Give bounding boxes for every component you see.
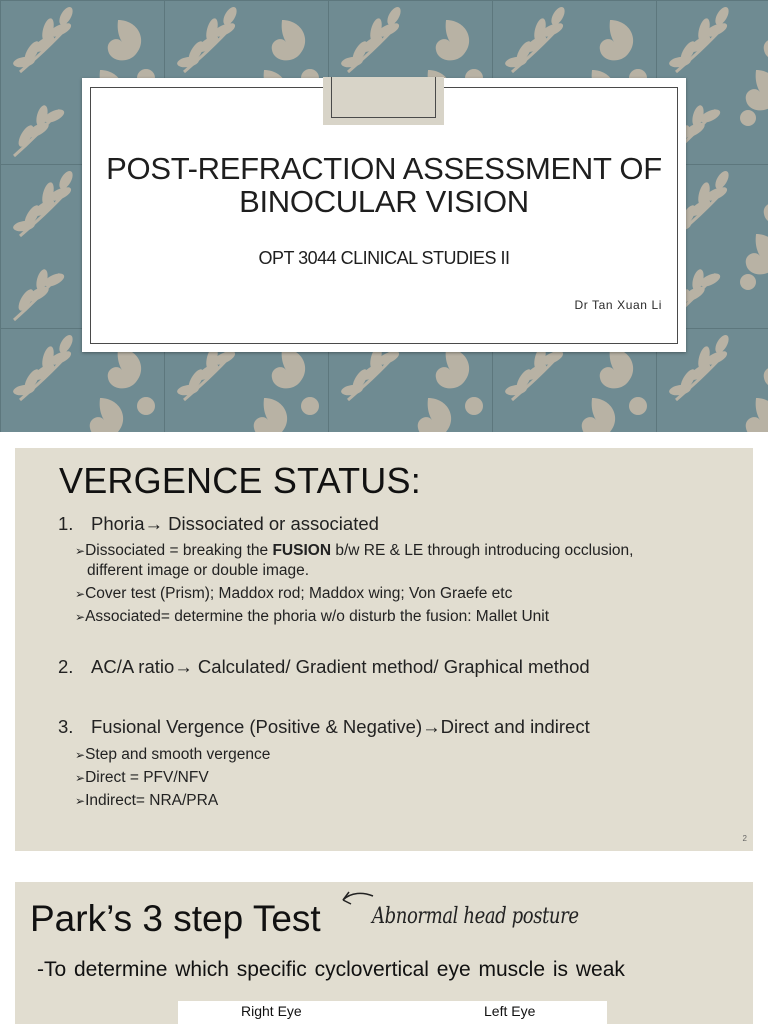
bullet-bold-text: FUSION — [272, 542, 332, 559]
title-card — [82, 78, 686, 352]
table-header-right-eye: Right Eye — [241, 1003, 302, 1019]
vergence-status-slide — [15, 448, 753, 851]
list-item-fusional-vergence — [58, 716, 590, 738]
slide-description: -To determine which specific cyclovertical eye muscle is weak — [37, 958, 625, 981]
arrow-bullet-icon: ➢ — [75, 544, 86, 558]
list-number: 3. — [58, 716, 74, 737]
list-number: 2. — [58, 656, 74, 677]
eye-table — [178, 1001, 607, 1024]
title-tab-decoration — [323, 77, 444, 125]
slide-heading: Park’s 3 step Test — [30, 898, 321, 939]
list-text: Fusional Vergence (Positive & Negative)→Direct and indirect — [91, 716, 590, 737]
list-text: AC/A ratio→ Calculated/ Gradient method/ Graphical method — [91, 656, 590, 677]
presentation-subtitle: OPT 3044 CLINICAL STUDIES II — [258, 248, 510, 268]
bullet-text: Direct = PFV/NFV — [85, 769, 209, 786]
bullet-continuation: different image or double image. — [87, 562, 310, 579]
arrow-bullet-icon: ➢ — [75, 610, 86, 624]
bullet-text: Cover test (Prism); Maddox rod; Maddox wing; Von Graefe etc — [85, 585, 513, 602]
bullet-direct — [75, 768, 735, 788]
list-number: 1. — [58, 513, 74, 534]
bullet-text: Indirect= NRA/PRA — [85, 792, 219, 809]
list-item-phoria — [58, 513, 379, 535]
arrow-bullet-icon: ➢ — [75, 748, 86, 762]
bullet-indirect — [75, 791, 735, 811]
title-slide — [0, 0, 768, 432]
table-header-left-eye: Left Eye — [484, 1003, 536, 1019]
title-tab-inner — [331, 77, 436, 118]
arrow-bullet-icon: ➢ — [75, 771, 86, 785]
bullet-associated — [75, 607, 735, 627]
list-item-aca-ratio — [58, 656, 590, 678]
arrow-bullet-icon: ➢ — [75, 587, 86, 601]
arrow-bullet-icon: ➢ — [75, 794, 86, 808]
bullet-text: Associated= determine the phoria w/o disturb the fusion: Mallet Unit — [85, 608, 550, 625]
list-text: Phoria→ Dissociated or associated — [91, 513, 379, 534]
bullet-text: Step and smooth vergence — [85, 746, 271, 763]
bullet-text: Dissociated = breaking the — [85, 542, 273, 559]
presentation-title: POST-REFRACTION ASSESSMENT OF BINOCULAR VISION — [106, 151, 662, 219]
bullet-dissociated — [75, 541, 735, 580]
parks-test-slide — [15, 882, 753, 1024]
slide-page-number: 2 — [742, 834, 747, 843]
handwritten-note: Abnormal head posture — [372, 904, 579, 929]
handwritten-arrow-icon — [335, 888, 375, 918]
bullet-text: b/w RE & LE through introducing occlusion, — [331, 542, 634, 559]
presentation-author: Dr Tan Xuan Li — [574, 298, 662, 312]
slide-heading: VERGENCE STATUS: — [59, 460, 421, 501]
bullet-step-smooth — [75, 745, 735, 765]
bullet-cover-test — [75, 584, 735, 604]
